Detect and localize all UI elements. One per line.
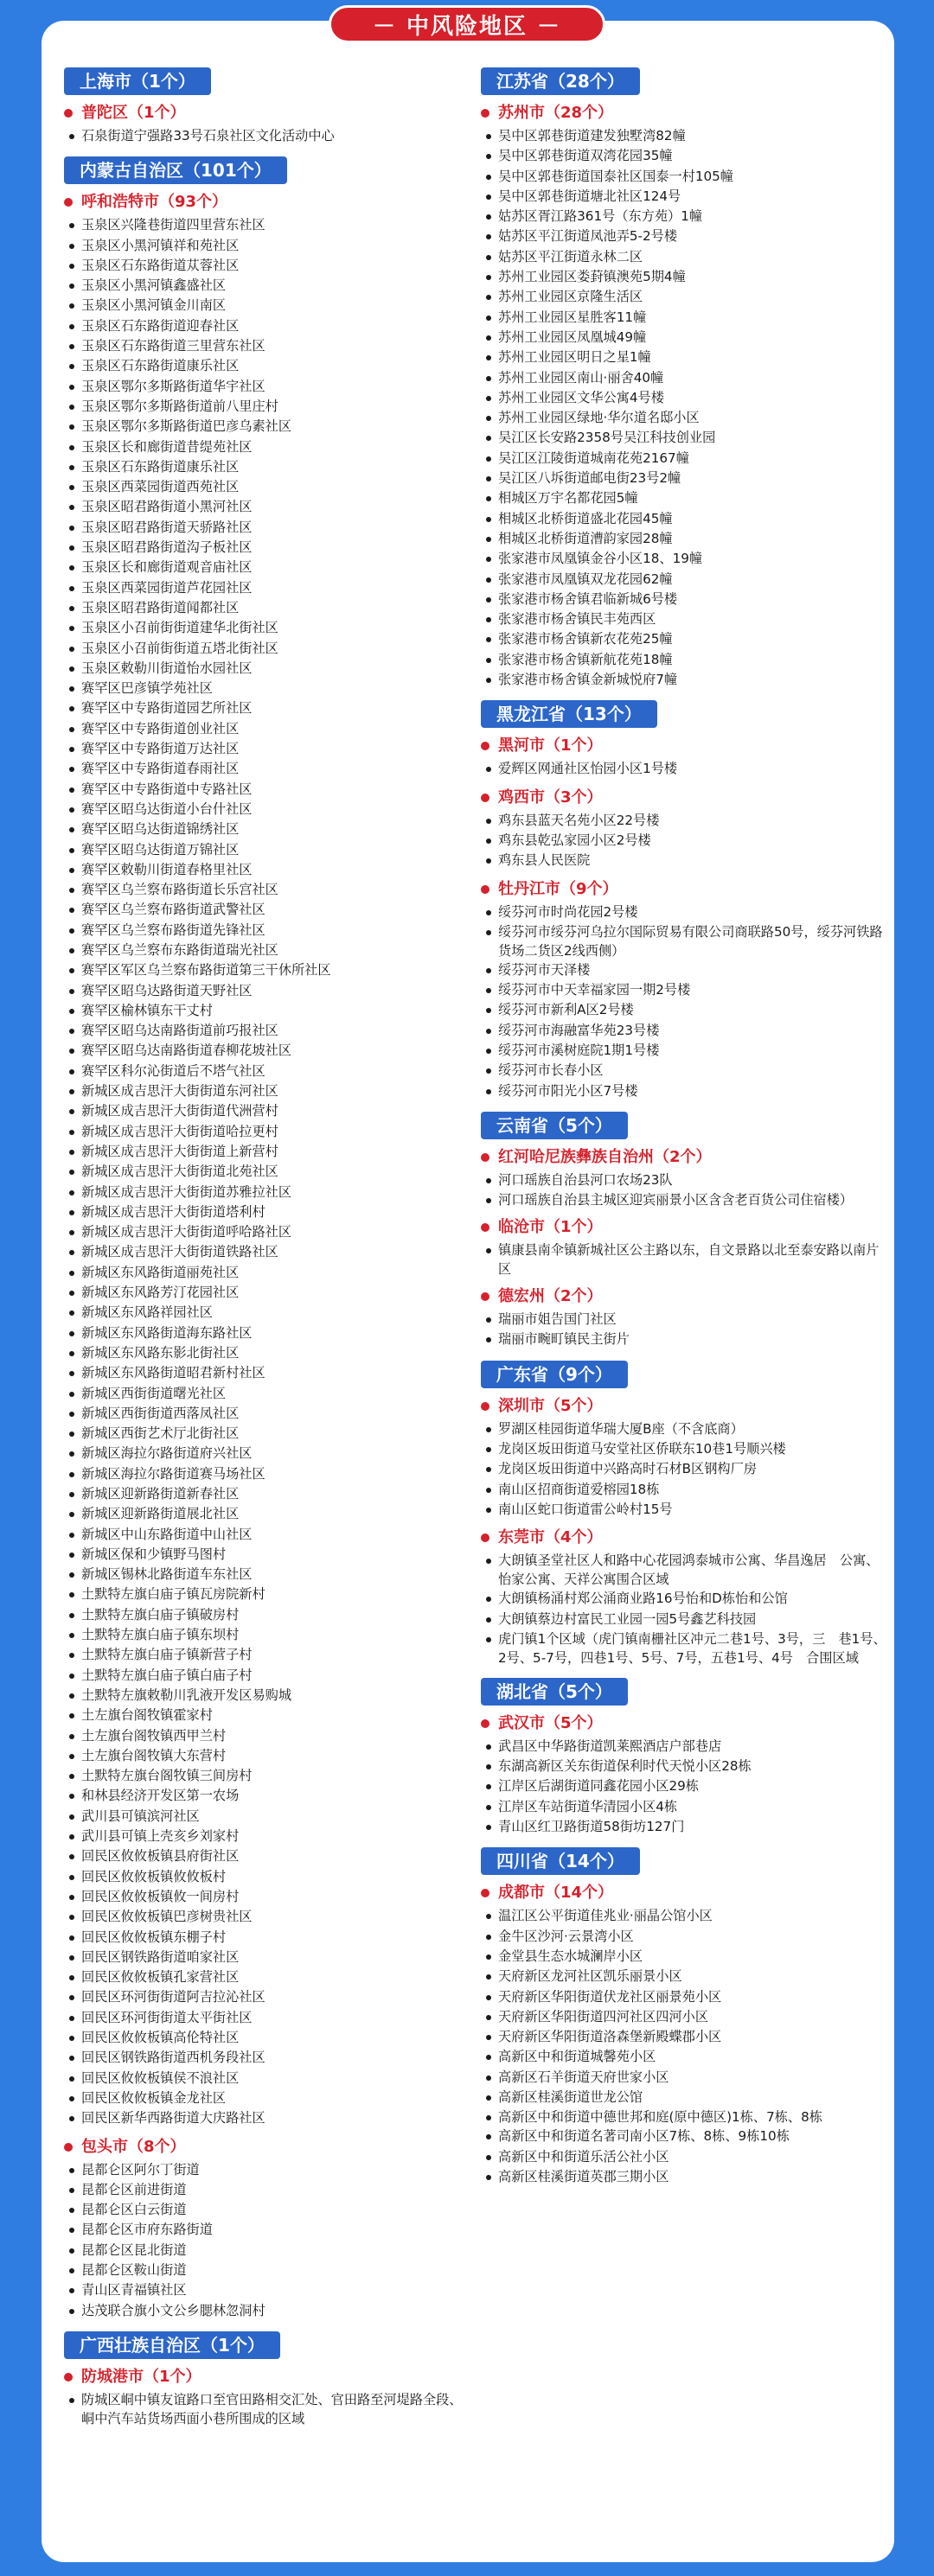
- area-item: 赛罕区乌兰察布路街道先锋社区: [64, 921, 470, 940]
- area-item: 金牛区沙河·云景湾小区: [481, 1927, 889, 1947]
- area-item: 赛罕区中专路街道创业社区: [64, 719, 470, 739]
- city-header: [64, 2136, 470, 2158]
- area-item: 苏州工业园区绿地·华尔道名邸小区: [481, 408, 889, 428]
- area-item: 回民区环河街街道阿吉拉沁社区: [64, 1987, 470, 2007]
- area-item: 玉泉区鄂尔多斯路街道巴彦乌素社区: [64, 417, 470, 437]
- area-item: 玉泉区昭君路街道天骄路社区: [64, 518, 470, 538]
- city-header: [481, 1395, 889, 1418]
- area-item: 赛罕区乌兰察布路街道长乐宫社区: [64, 880, 470, 900]
- area-item: 土默特左旗白庙子镇破房村: [64, 1605, 470, 1625]
- area-item: 新城区成吉思汗大街街道代洲营村: [64, 1101, 470, 1121]
- area-item: 绥芬河市长春小区: [481, 1061, 889, 1081]
- area-list: [64, 2390, 470, 2428]
- bullet-dot-icon: [481, 742, 489, 750]
- province-header: 内蒙古自治区（101个）: [64, 156, 287, 184]
- area-item: 绥芬河市绥芬河乌拉尔国际贸易有限公司商联路50号，绥芬河铁路货场二货区2线西侧）: [481, 922, 889, 960]
- area-item: 相城区万宇名都花园5幢: [481, 488, 889, 508]
- area-item: 苏州工业园区明日之星1幢: [481, 348, 889, 367]
- province-header: 江苏省（28个）: [481, 67, 640, 95]
- area-item: 达茂联合旗小文公乡腮林忽洞村: [64, 2301, 470, 2321]
- area-item: 张家港市凤凰镇双龙花园62幢: [481, 570, 889, 590]
- area-item: 赛罕区昭乌达南路街道前巧报社区: [64, 1021, 470, 1041]
- area-item: 张家港市凤凰镇金谷小区18、19幢: [481, 549, 889, 569]
- area-item: 和林县经济开发区第一农场: [64, 1786, 470, 1806]
- area-item: 绥芬河市新利A区2号楼: [481, 1000, 889, 1020]
- area-item: 昆都仑区鞍山街道: [64, 2260, 470, 2280]
- city-header: [64, 191, 470, 214]
- area-item: 苏州工业园区文华公寓4号楼: [481, 388, 889, 408]
- area-list: [481, 1737, 889, 1837]
- area-item: 玉泉区小黑河镇祥和苑社区: [64, 236, 470, 256]
- area-item: 姑苏区平江街道凤池弄5-2号楼: [481, 226, 889, 246]
- area-item: 赛罕区军区乌兰察布路街道第三干休所社区: [64, 960, 470, 980]
- area-item: 瑞丽市畹町镇民主街片: [481, 1329, 889, 1349]
- city-header: [481, 735, 889, 757]
- area-item: 新城区西街艺术厅北街社区: [64, 1424, 470, 1444]
- area-item: 玉泉区昭君路街道沟子板社区: [64, 538, 470, 558]
- area-item: 高新区桂溪街道英郡三期小区: [481, 2167, 889, 2187]
- area-item: 绥芬河市天泽楼: [481, 960, 889, 980]
- city-name: 东莞市（4个）: [498, 1528, 603, 1547]
- area-item: 玉泉区小黑河镇金川南区: [64, 296, 470, 316]
- area-list: [481, 1170, 889, 1209]
- area-item: 新城区迎新路街道新春社区: [64, 1484, 470, 1504]
- area-item: 土默特左旗白庙子镇瓦房院新村: [64, 1584, 470, 1604]
- area-item: 天府新区华阳街道洛森堡新殿蝶郡小区: [481, 2027, 889, 2047]
- area-item: 大朗镇圣堂社区人和路中心花园鸿泰城市公寓、华昌逸居 公寓、怡家公寓、天祥公寓围合区域: [481, 1551, 889, 1589]
- area-item: 绥芬河市时尚花园2号楼: [481, 902, 889, 922]
- area-item: 赛罕区昭乌达街道万锦社区: [64, 840, 470, 860]
- bullet-dot-icon: [481, 1292, 489, 1301]
- area-item: 虎门镇1个区域（虎门镇南栅社区冲元二巷1号、3号，三 巷1号、2号、5-7号，四巷1号、5号、7号，五巷1号、4号 合围区域: [481, 1629, 889, 1667]
- area-item: 玉泉区昭君路街道闻都社区: [64, 598, 470, 618]
- area-list: [481, 126, 889, 690]
- area-item: 吴江区八坼街道邮电街23号2幢: [481, 469, 889, 488]
- city-header: [481, 1285, 889, 1308]
- area-item: 高新区中和街道乐活公社小区: [481, 2147, 889, 2167]
- area-item: 武川县可镇上壳亥乡刘家村: [64, 1827, 470, 1846]
- area-item: 高新区石羊街道天府世家小区: [481, 2068, 889, 2088]
- bullet-dot-icon: [481, 1889, 489, 1897]
- area-item: 张家港市杨舍镇金新城悦府7幢: [481, 670, 889, 690]
- city-name: 鸡西市（3个）: [498, 787, 603, 807]
- area-item: 新城区成吉思汗大街街道塔利村: [64, 1202, 470, 1222]
- area-item: 玉泉区鄂尔多斯路街道华宇社区: [64, 377, 470, 397]
- area-item: 河口瑶族自治县主城区迎宾丽景小区含含老百货公司住宿楼）: [481, 1190, 889, 1209]
- area-item: 绥芬河市阳光小区7号楼: [481, 1081, 889, 1101]
- area-item: 土左旗台阁牧镇西甲兰村: [64, 1726, 470, 1746]
- area-item: 新城区迎新路街道展北社区: [64, 1504, 470, 1524]
- area-item: 昆都仑区阿尔丁街道: [64, 2160, 470, 2180]
- area-item: 土默特左旗白庙子镇东坝村: [64, 1625, 470, 1645]
- area-item: 苏州工业园区星胜客11幢: [481, 308, 889, 328]
- area-item: 高新区中和街道城馨苑小区: [481, 2047, 889, 2067]
- bullet-dot-icon: [481, 1223, 489, 1232]
- city-header: [481, 1527, 889, 1549]
- area-item: 新城区成吉思汗大街街道铁路社区: [64, 1242, 470, 1262]
- area-item: 回民区攸攸板镇东棚子村: [64, 1928, 470, 1948]
- area-item: 高新区中和街道中德世邦和庭(原中德区)1栋、7栋、8栋: [481, 2107, 889, 2126]
- area-item: 土默特左旗敕勒川乳液开发区易购城: [64, 1686, 470, 1706]
- page-title: － 中风险地区 －: [329, 5, 605, 43]
- area-item: 新城区成吉思汗大街街道苏雅拉社区: [64, 1183, 470, 1202]
- area-list: [481, 1551, 889, 1667]
- area-item: 新城区东风路祥园社区: [64, 1303, 470, 1323]
- area-item: 龙岗区坂田街道中兴路高时石材B区钢构厂房: [481, 1459, 889, 1479]
- area-list: [481, 1310, 889, 1350]
- area-item: 回民区攸攸板镇攸一间房村: [64, 1887, 470, 1907]
- area-item: 赛罕区科尔沁街道后不塔气社区: [64, 1062, 470, 1081]
- area-item: 新城区中山东路街道中山社区: [64, 1525, 470, 1545]
- area-item: 新城区东风路东影北街社区: [64, 1343, 470, 1363]
- city-header: [481, 787, 889, 809]
- area-item: 相城区北桥街道漕韵家园28幢: [481, 529, 889, 549]
- area-item: 新城区西街街道西落凤社区: [64, 1404, 470, 1424]
- area-item: 爱辉区网通社区怡园小区1号楼: [481, 759, 889, 779]
- area-item: 温江区公平街道佳兆业·丽晶公馆小区: [481, 1906, 889, 1926]
- area-list: [64, 126, 470, 146]
- province-header: 上海市（1个）: [64, 67, 211, 95]
- bullet-dot-icon: [481, 1402, 489, 1411]
- area-item: 吴中区郭巷街道塘北社区124号: [481, 187, 889, 207]
- area-item: 鸡东县人民医院: [481, 851, 889, 870]
- area-item: 玉泉区石东路街道三里营东社区: [64, 336, 470, 356]
- area-item: 回民区攸攸板镇孔家营社区: [64, 1967, 470, 1987]
- area-item: 大朗镇蔡边村富民工业园一园5号鑫艺科技园: [481, 1610, 889, 1629]
- area-list: [64, 2160, 470, 2321]
- province-header: 四川省（14个）: [481, 1847, 640, 1875]
- area-item: 玉泉区西菜园街道芦花园社区: [64, 578, 470, 598]
- area-item: 土左旗台阁牧镇大东营村: [64, 1746, 470, 1766]
- area-item: 新城区东风路芳汀花园社区: [64, 1283, 470, 1303]
- area-item: 罗湖区桂园街道华瑞大厦B座（不含底商）: [481, 1419, 889, 1439]
- area-item: 防城区峒中镇友谊路口至官田路相交汇处、官田路至河堤路全段、峒中汽车站货场西面小巷所围成的区域: [64, 2390, 470, 2428]
- area-item: 土默特左旗白庙子镇白庙子村: [64, 1666, 470, 1686]
- area-item: 赛罕区昭乌达街道锦绣社区: [64, 819, 470, 839]
- area-item: 苏州工业园区南山·丽舍40幢: [481, 368, 889, 388]
- area-item: 南山区招商街道爱榕园18栋: [481, 1480, 889, 1500]
- area-item: 玉泉区石东路街道康乐社区: [64, 356, 470, 376]
- city-name: 普陀区（1个）: [81, 104, 186, 122]
- bullet-dot-icon: [64, 2373, 73, 2382]
- area-item: 赛罕区巴彦镇学苑社区: [64, 679, 470, 698]
- area-item: 土左旗台阁牧镇霍家村: [64, 1706, 470, 1725]
- area-item: 玉泉区小黑河镇鑫盛社区: [64, 276, 470, 296]
- area-list: [481, 1906, 889, 2187]
- city-name: 成都市（14个）: [498, 1884, 614, 1903]
- area-list: [64, 215, 470, 2128]
- area-item: 新城区西街街道曙光社区: [64, 1384, 470, 1404]
- area-item: 昆都仑区前进街道: [64, 2180, 470, 2200]
- area-item: 姑苏区胥江路361号（东方苑）1幢: [481, 207, 889, 226]
- area-item: 张家港市杨舍镇新航花苑18幢: [481, 650, 889, 670]
- area-item: 武川县可镇滨河社区: [64, 1807, 470, 1827]
- area-item: 回民区攸攸板镇县府街社区: [64, 1846, 470, 1866]
- area-item: 赛罕区乌兰察布路街道武警社区: [64, 900, 470, 920]
- area-item: 苏州工业园区凤凰城49幢: [481, 328, 889, 348]
- city-header: [64, 102, 470, 124]
- bullet-dot-icon: [481, 1719, 489, 1728]
- area-item: 昆都仑区昆北街道: [64, 2241, 470, 2260]
- area-item: 土默特左旗白庙子镇新营子村: [64, 1645, 470, 1665]
- area-item: 新城区东风路街道昭君新村社区: [64, 1363, 470, 1383]
- area-item: 绥芬河市溪树庭院1期1号楼: [481, 1041, 889, 1061]
- city-name: 呼和浩特市（93个）: [81, 193, 228, 212]
- area-item: 瑞丽市姐告国门社区: [481, 1310, 889, 1329]
- area-item: 吴中区郭巷街道建发独墅湾82幢: [481, 126, 889, 146]
- area-item: 玉泉区敕勒川街道怡水园社区: [64, 659, 470, 679]
- area-item: 昆都仑区市府东路街道: [64, 2220, 470, 2240]
- city-name: 包头市（8个）: [81, 2137, 186, 2156]
- area-item: 江岸区后湖街道同鑫花园小区29栋: [481, 1776, 889, 1796]
- area-item: 玉泉区长和廊街道昔缇苑社区: [64, 437, 470, 457]
- area-item: 玉泉区石东路街道迎春社区: [64, 316, 470, 336]
- area-item: 吴中区郭巷街道国泰社区国泰一村105幢: [481, 167, 889, 187]
- area-item: 回民区环河街街道太平街社区: [64, 2008, 470, 2028]
- left-column: [64, 62, 470, 2433]
- area-item: 赛罕区乌兰察布东路街道瑞光社区: [64, 940, 470, 960]
- area-item: 相城区北桥街道盛北花园45幢: [481, 509, 889, 529]
- area-item: 张家港市杨舍镇君临新城6号楼: [481, 590, 889, 609]
- area-item: 石泉街道宁强路33号石泉社区文化活动中心: [64, 126, 470, 146]
- area-item: 新城区海拉尔路街道赛马场社区: [64, 1464, 470, 1484]
- area-item: 吴江区江陵街道城南花苑2167幢: [481, 449, 889, 469]
- area-item: 高新区桂溪街道世龙公馆: [481, 2088, 889, 2107]
- area-item: 玉泉区石东路街道康乐社区: [64, 457, 470, 477]
- area-item: 鸡东县乾弘家园小区2号楼: [481, 831, 889, 851]
- area-item: 苏州工业园区京隆生活区: [481, 287, 889, 307]
- area-item: 姑苏区平江街道永林二区: [481, 247, 889, 267]
- bullet-dot-icon: [64, 2143, 73, 2152]
- city-header: [481, 1712, 889, 1735]
- area-item: 回民区攸攸板镇金龙社区: [64, 2088, 470, 2108]
- area-item: 赛罕区榆林镇东干丈村: [64, 1001, 470, 1021]
- area-item: 赛罕区中专路街道春雨社区: [64, 759, 470, 779]
- area-item: 回民区攸攸板镇高伦特社区: [64, 2028, 470, 2048]
- area-item: 玉泉区鄂尔多斯路街道前八里庄村: [64, 397, 470, 417]
- area-item: 玉泉区长和廊街道观音庙社区: [64, 558, 470, 577]
- area-item: 回民区攸攸板镇侯不浪社区: [64, 2069, 470, 2088]
- province-header: 云南省（5个）: [481, 1112, 628, 1139]
- area-item: 回民区钢铁路街道西机务段社区: [64, 2048, 470, 2068]
- area-item: 回民区攸攸板镇攸攸板村: [64, 1867, 470, 1887]
- area-item: 赛罕区中专路街道园艺所社区: [64, 698, 470, 718]
- area-item: 赛罕区敕勒川街道春格里社区: [64, 860, 470, 880]
- area-item: 天府新区华阳街道四河社区四河小区: [481, 2007, 889, 2027]
- province-header: 湖北省（5个）: [481, 1678, 628, 1706]
- area-item: 赛罕区中专路街道中专路社区: [64, 780, 470, 800]
- area-item: 吴江区长安路2358号吴江科技创业园: [481, 428, 889, 448]
- area-item: 玉泉区小召前街街道建华北街社区: [64, 618, 470, 638]
- city-name: 深圳市（5个）: [498, 1396, 603, 1415]
- city-name: 武汉市（5个）: [498, 1713, 603, 1732]
- area-item: 玉泉区石东路街道苁蓉社区: [64, 256, 470, 276]
- area-item: 新城区成吉思汗大街街道哈拉更村: [64, 1122, 470, 1142]
- area-item: 高新区中和街道名著司南小区7栋、8栋、9栋10栋: [481, 2126, 889, 2146]
- area-item: 绥芬河市海融富华苑23号楼: [481, 1021, 889, 1041]
- area-item: 玉泉区昭君路街道小黑河社区: [64, 497, 470, 517]
- area-item: 新城区成吉思汗大街街道北苑社区: [64, 1162, 470, 1182]
- area-item: 赛罕区昭乌达街道小台什社区: [64, 800, 470, 819]
- area-list: [481, 759, 889, 779]
- area-item: 天府新区华阳街道伏龙社区丽景苑小区: [481, 1987, 889, 2007]
- city-name: 牡丹江市（9个）: [498, 879, 618, 898]
- area-item: 新城区东风路街道海东路社区: [64, 1323, 470, 1343]
- area-item: 南山区蛇口街道雷公岭村15号: [481, 1500, 889, 1520]
- city-header: [481, 1216, 889, 1239]
- area-list: [481, 902, 889, 1101]
- area-list: [481, 811, 889, 871]
- area-item: 江岸区车站街道华清园小区4栋: [481, 1797, 889, 1817]
- area-item: 赛罕区中专路街道万达社区: [64, 739, 470, 759]
- area-list: [481, 1419, 889, 1520]
- area-item: 玉泉区兴隆巷街道四里营东社区: [64, 215, 470, 235]
- city-name: 黑河市（1个）: [498, 736, 603, 756]
- area-item: 新城区海拉尔路街道府兴社区: [64, 1444, 470, 1463]
- area-item: 新城区成吉思汗大街街道呼哈路社区: [64, 1222, 470, 1242]
- bullet-dot-icon: [481, 885, 489, 894]
- city-name: 德宏州（2个）: [498, 1287, 603, 1306]
- area-item: 青山区红卫路街道58街坊127门: [481, 1817, 889, 1837]
- area-item: 赛罕区昭乌达路街道天野社区: [64, 981, 470, 1001]
- area-item: 昆都仑区白云街道: [64, 2200, 470, 2220]
- area-list: [481, 1240, 889, 1278]
- area-item: 苏州工业园区娄葑镇澳苑5期4幢: [481, 267, 889, 287]
- area-item: 赛罕区昭乌达南路街道春柳花坡社区: [64, 1041, 470, 1061]
- bullet-dot-icon: [481, 794, 489, 802]
- city-header: [481, 1882, 889, 1904]
- area-item: 天府新区龙河社区凯乐丽景小区: [481, 1967, 889, 1986]
- area-item: 龙岗区坂田街道马安堂社区侨联东10巷1号顺兴楼: [481, 1439, 889, 1459]
- area-item: 回民区钢铁路街道咱家社区: [64, 1948, 470, 1967]
- city-name: 临沧市（1个）: [498, 1218, 603, 1237]
- city-name: 防城港市（1个）: [81, 2367, 202, 2386]
- area-item: 玉泉区西菜园街道西苑社区: [64, 477, 470, 497]
- area-item: 新城区成吉思汗大街街道上新营村: [64, 1142, 470, 1162]
- area-item: 回民区攸攸板镇巴彦树贵社区: [64, 1907, 470, 1927]
- city-header: [64, 2366, 470, 2388]
- area-item: 河口瑶族自治县河口农场23队: [481, 1170, 889, 1190]
- province-header: 黑龙江省（13个）: [481, 700, 657, 728]
- city-name: 苏州市（28个）: [498, 104, 614, 122]
- area-item: 新城区保和少镇野马图村: [64, 1545, 470, 1565]
- area-item: 张家港市杨舍镇民丰苑西区: [481, 609, 889, 629]
- bullet-dot-icon: [481, 1153, 489, 1162]
- area-item: 大朗镇杨涌村郑公涌商业路16号怡和D栋怡和公馆: [481, 1589, 889, 1609]
- area-item: 镇康县南伞镇新城社区公主路以东，自文景路以北至泰安路以南片区: [481, 1240, 889, 1278]
- area-item: 东湖高新区关东街道保利时代天悦小区28栋: [481, 1757, 889, 1776]
- area-item: 新城区东风路街道丽苑社区: [64, 1263, 470, 1283]
- right-column: [481, 62, 889, 2192]
- province-header: 广东省（9个）: [481, 1361, 628, 1388]
- area-item: 玉泉区小召前街街道五塔北街社区: [64, 639, 470, 659]
- area-item: 新城区锡林北路街道车东社区: [64, 1565, 470, 1584]
- area-item: 绥芬河市中天幸福家园一期2号楼: [481, 980, 889, 1000]
- area-item: 武昌区中华路街道凯莱熙酒店户部巷店: [481, 1737, 889, 1757]
- area-item: 回民区新华西路街道大庆路社区: [64, 2108, 470, 2128]
- bullet-dot-icon: [481, 1533, 489, 1542]
- bullet-dot-icon: [481, 109, 489, 118]
- city-header: [481, 878, 889, 901]
- city-name: 红河哈尼族彝族自治州（2个）: [498, 1147, 712, 1166]
- area-item: 土默特左旗台阁牧镇三间房村: [64, 1766, 470, 1786]
- area-item: 吴中区郭巷街道双湾花园35幢: [481, 146, 889, 166]
- area-item: 鸡东县蓝天名苑小区22号楼: [481, 811, 889, 831]
- bullet-dot-icon: [64, 109, 73, 118]
- city-header: [481, 1146, 889, 1169]
- area-item: 金堂县生态水城澜岸小区: [481, 1947, 889, 1967]
- area-item: 青山区青福镇社区: [64, 2280, 470, 2300]
- city-header: [481, 102, 889, 124]
- area-item: 新城区成吉思汗大街街道东河社区: [64, 1081, 470, 1101]
- province-header: 广西壮族自治区（1个）: [64, 2331, 280, 2359]
- bullet-dot-icon: [64, 198, 73, 207]
- area-item: 张家港市杨舍镇新农花苑25幢: [481, 629, 889, 649]
